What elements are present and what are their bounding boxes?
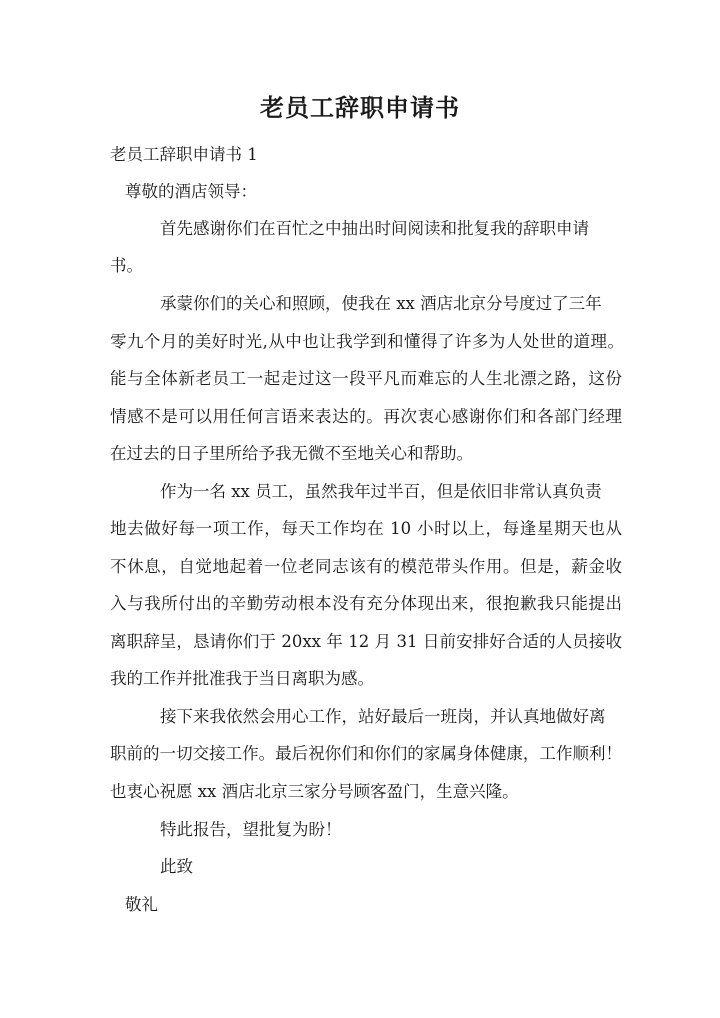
salutation: 尊敬的酒店领导： (125, 182, 257, 201)
paragraph-3-line-4: 入与我所付出的辛勤劳动根本没有充分体现出来，很抱歉我只能提出 (110, 594, 622, 613)
closing-ci-zhi: 此致 (160, 857, 193, 876)
paragraph-4-line-2: 职前的一切交接工作。最后祝你们和你们的家属身体健康，工作顺利！ (110, 744, 622, 763)
document-title: 老员工辞职申请书 (260, 93, 460, 122)
paragraph-1-line-2: 书。 (110, 256, 143, 275)
paragraph-4-line-1: 接下来我依然会用心工作，站好最后一班岗，并认真地做好离 (160, 707, 606, 726)
paragraph-1-line-1: 首先感谢你们在百忙之中抽出时间阅读和批复我的辞职申请 (160, 219, 589, 238)
closing-report: 特此报告，望批复为盼！ (160, 820, 342, 839)
closing-jing-li: 敬礼 (125, 895, 158, 914)
paragraph-2-line-3: 能与全体新老员工一起走过这一段平凡而难忘的人生北漂之路，这份 (110, 369, 622, 388)
paragraph-3-line-3: 不休息，自觉地起着一位老同志该有的模范带头作用。但是，薪金收 (110, 557, 622, 576)
paragraph-2-line-2: 零九个月的美好时光,从中也让我学到和懂得了许多为人处世的道理。 (110, 332, 624, 351)
paragraph-3-line-1: 作为一名 xx 员工，虽然我年过半百，但是依旧非常认真负责 (160, 482, 602, 501)
paragraph-3-line-2: 地去做好每一项工作，每天工作均在 10 小时以上，每逢星期天也从 (110, 519, 622, 538)
paragraph-4-line-3: 也衷心祝愿 xx 酒店北京三家分号顾客盈门，生意兴隆。 (110, 782, 519, 801)
paragraph-2-line-1: 承蒙你们的关心和照顾，使我在 xx 酒店北京分号度过了三年 (160, 294, 602, 313)
paragraph-2-line-5: 在过去的日子里所给予我无微不至地关心和帮助。 (110, 444, 473, 463)
paragraph-3-line-5: 离职辞呈，恳请你们于 20xx 年 12 月 31 日前安排好合适的人员接收 (110, 632, 622, 651)
paragraph-3-line-6: 我的工作并批准我于当日离职为感。 (110, 669, 374, 688)
document-subtitle: 老员工辞职申请书 1 (110, 145, 258, 164)
paragraph-2-line-4: 情感不是可以用任何言语来表达的。再次衷心感谢你们和各部门经理 (110, 407, 622, 426)
